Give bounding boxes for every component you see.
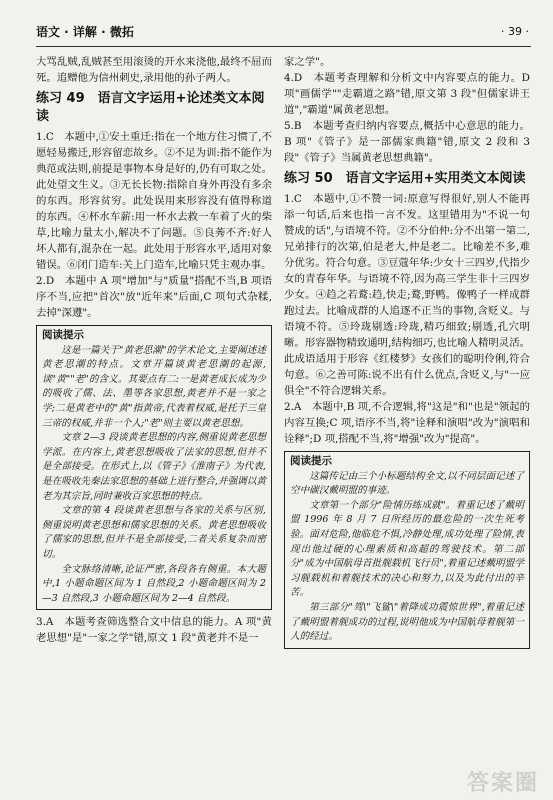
watermark-logo: 答案圈 [466, 771, 539, 796]
reading-tip-paragraph: 文章第一个部分"险情历练成就"。着重记述了戴明盟 1996 年 8 月 7 日所经历的最危险的一次生死考验。面对危险,他临危不惧,冷静处理,成功处理了险情,表现出他过硬的心理素质和高超的驾驶技术。第二部分"成为中国航母首批舰载机飞行员",着重记述戴明盟学习舰载机和着舰技术的决心和努力,以及为此付出的辛苦。 [290, 499, 524, 599]
reading-tip-title: 阅读提示 [42, 329, 84, 341]
continued-text: 家之学"。 [284, 56, 331, 68]
answer-49-5: 5.B 本题考查归纳内容要点,概括中心意思的能力。B 项"《管子》是一部儒家典籍"错,原文 2 段和 3 段"《管子》当属黄老思想典籍"。 [284, 120, 530, 164]
continued-text: 大骂乱贼,乱贼甚至用滚烫的开水来浇他,最终不屈而死。追赠他为信州刺史,录用他的孙子两人。 [36, 56, 272, 84]
answer-49-4: 4.D 本题考查理解和分析文中内容要点的能力。D 项"画儒学""走霸道之路"错,原文第 3 段"但儒家讲王道","霸道"属黄老思想。 [284, 72, 530, 116]
page-header [36, 20, 531, 47]
left-column [36, 54, 272, 646]
reading-tip-paragraph: 这是一篇关于"黄老思潮"的学术论文,主要阐述述黄老思潮的特点。文章开篇谈黄老思潮的起源,谈"黄""老"的含义。其要点有二:一是黄老成长成为少的吸收了儒、法、墨等各家思想,黄老并不是一家之学;二是黄老中的"黄"指黄帝,代表着权威,是托于三皇三帝的权威,并非一个人;"老"则主要以黄老思想。 [42, 344, 266, 429]
reading-tip-box [284, 451, 530, 649]
answer-49-3: 3.A 本题考查筛选整合文中信息的能力。A 项"黄老思想"是"一家之学"错,原文 1 段"黄老并不是一 [36, 616, 272, 645]
reading-tip-paragraph: 文章 2—3 段谈黄老思想的内容,侧重说黄老思想学派。在内容上,黄老思想吸收了法家的思想,但并不是全部接受。在形式上,以《管子》《淮南子》为代表,是在吸收先秦法家思想的基础上进行整合,并强调以黄老为其宗旨,同时兼收百家思想的特点。 [42, 432, 266, 502]
exercise-50-title: 练习 50 语言文字运用+实用类文本阅读 [284, 171, 526, 186]
answer-50-2: 2.A 本题中,B 项,不合逻辑,将"这是"和"也是"领起的内容互换;C 项,语序不当,将"诠释和演唱"改为"演唱和诠释";D 项,搭配不当,将"增强"改为"提高"。 [284, 401, 530, 445]
reading-tip-paragraph: 文章的第 4 段谈黄老思想与各家的关系与区别,侧重说明黄老思想和儒家思想的关系。黄老思想吸收了儒家的思想,但并不是全部接受,二者关系复杂而密切。 [42, 505, 266, 560]
answer-50-1: 1.C 本题中,①不赞一词:原意写得很好,别人不能再添一句话,后来也指一言不发。这里错用为"不说一句赞成的话",与语境不符。②不分伯仲:分不出第一第二,兄弟排行的次第,伯是老大,仲是老二。比喻差不多,难分优劣。符合句意。③豆蔻年华:少女十三四岁,代指少女的青春年华。与语境不符,因为高三学生非十三四岁少女。④趋之若鹜:趋,快走;鹜,野鸭。像鸭子一样成群跑过去。比喻成群的人追逐不正当的事物,含贬义。与语境不符。⑤玲珑剔透:玲珑,精巧细致;剔透,孔穴明晰。形容器物精致通明,结构细巧,也比喻人精明灵活。此成语适用于形容《红楼梦》女孩们的聪明伶俐,符合句意。⑥之善可陈:说不出有什么优点,含贬义,与"一应俱全"不符合逻辑关系。 [284, 193, 530, 397]
reading-tip-box [36, 325, 272, 610]
reading-tip-paragraph: 全文脉络清晰,论证严密,各段各有侧重。本大题中,1 小题命题区间为 1 自然段,2 小题命题区间为 2—3 自然段,3 小题命题区间为 2—4 自然段。 [42, 563, 266, 604]
book-title: 语文 · 详解 · 微拓 [36, 25, 134, 39]
reading-tip-title: 阅读提示 [290, 455, 332, 467]
exercise-49-title: 练习 49 语言文字运用+论述类文本阅读 [36, 91, 265, 124]
answer-49-2: 2.D 本题中 A 项"增加"与"质量"搭配不当,B 项语序不当,应把"首次"放"近年来"后面,C 项句式杂糅,去掉"深遵"。 [36, 275, 272, 319]
reading-tip-paragraph: 第三部分"驾\"飞鲨\"着降成功震惊世界",着重记述了戴明盟着舰成功的过程,说明他成为中国航母着舰第一人的经过。 [290, 601, 524, 643]
page-number: · 39 · [501, 25, 529, 38]
right-column [284, 54, 530, 653]
answer-49-1: 1.C 本题中,①安土重迁:指在一个地方住习惯了,不愿轻易搬迁,形容留恋故乡。②不足为训:指不能作为典范或法则,前提是事物本身是好的,仍有可取之处。此处望文生义。③无长长物:指除自身外再没有多余的东西。形容贫穷。此处误用来形容没有值得称道的东西。④杯水车薪:用一杯水去救一车着了火的柴草,比喻力量太小,解决不了问题。⑤良莠不齐:好人坏人都有,混杂在一起。此处用于形容水平,适用对象错误。⑥闭门造车:关上门造车,比喻只凭主观办事。 [36, 131, 272, 271]
reading-tip-paragraph: 这篇传记由三个小标题结构全文,以不同层面记述了空中碳汉戴明盟的事迹。 [290, 470, 524, 497]
